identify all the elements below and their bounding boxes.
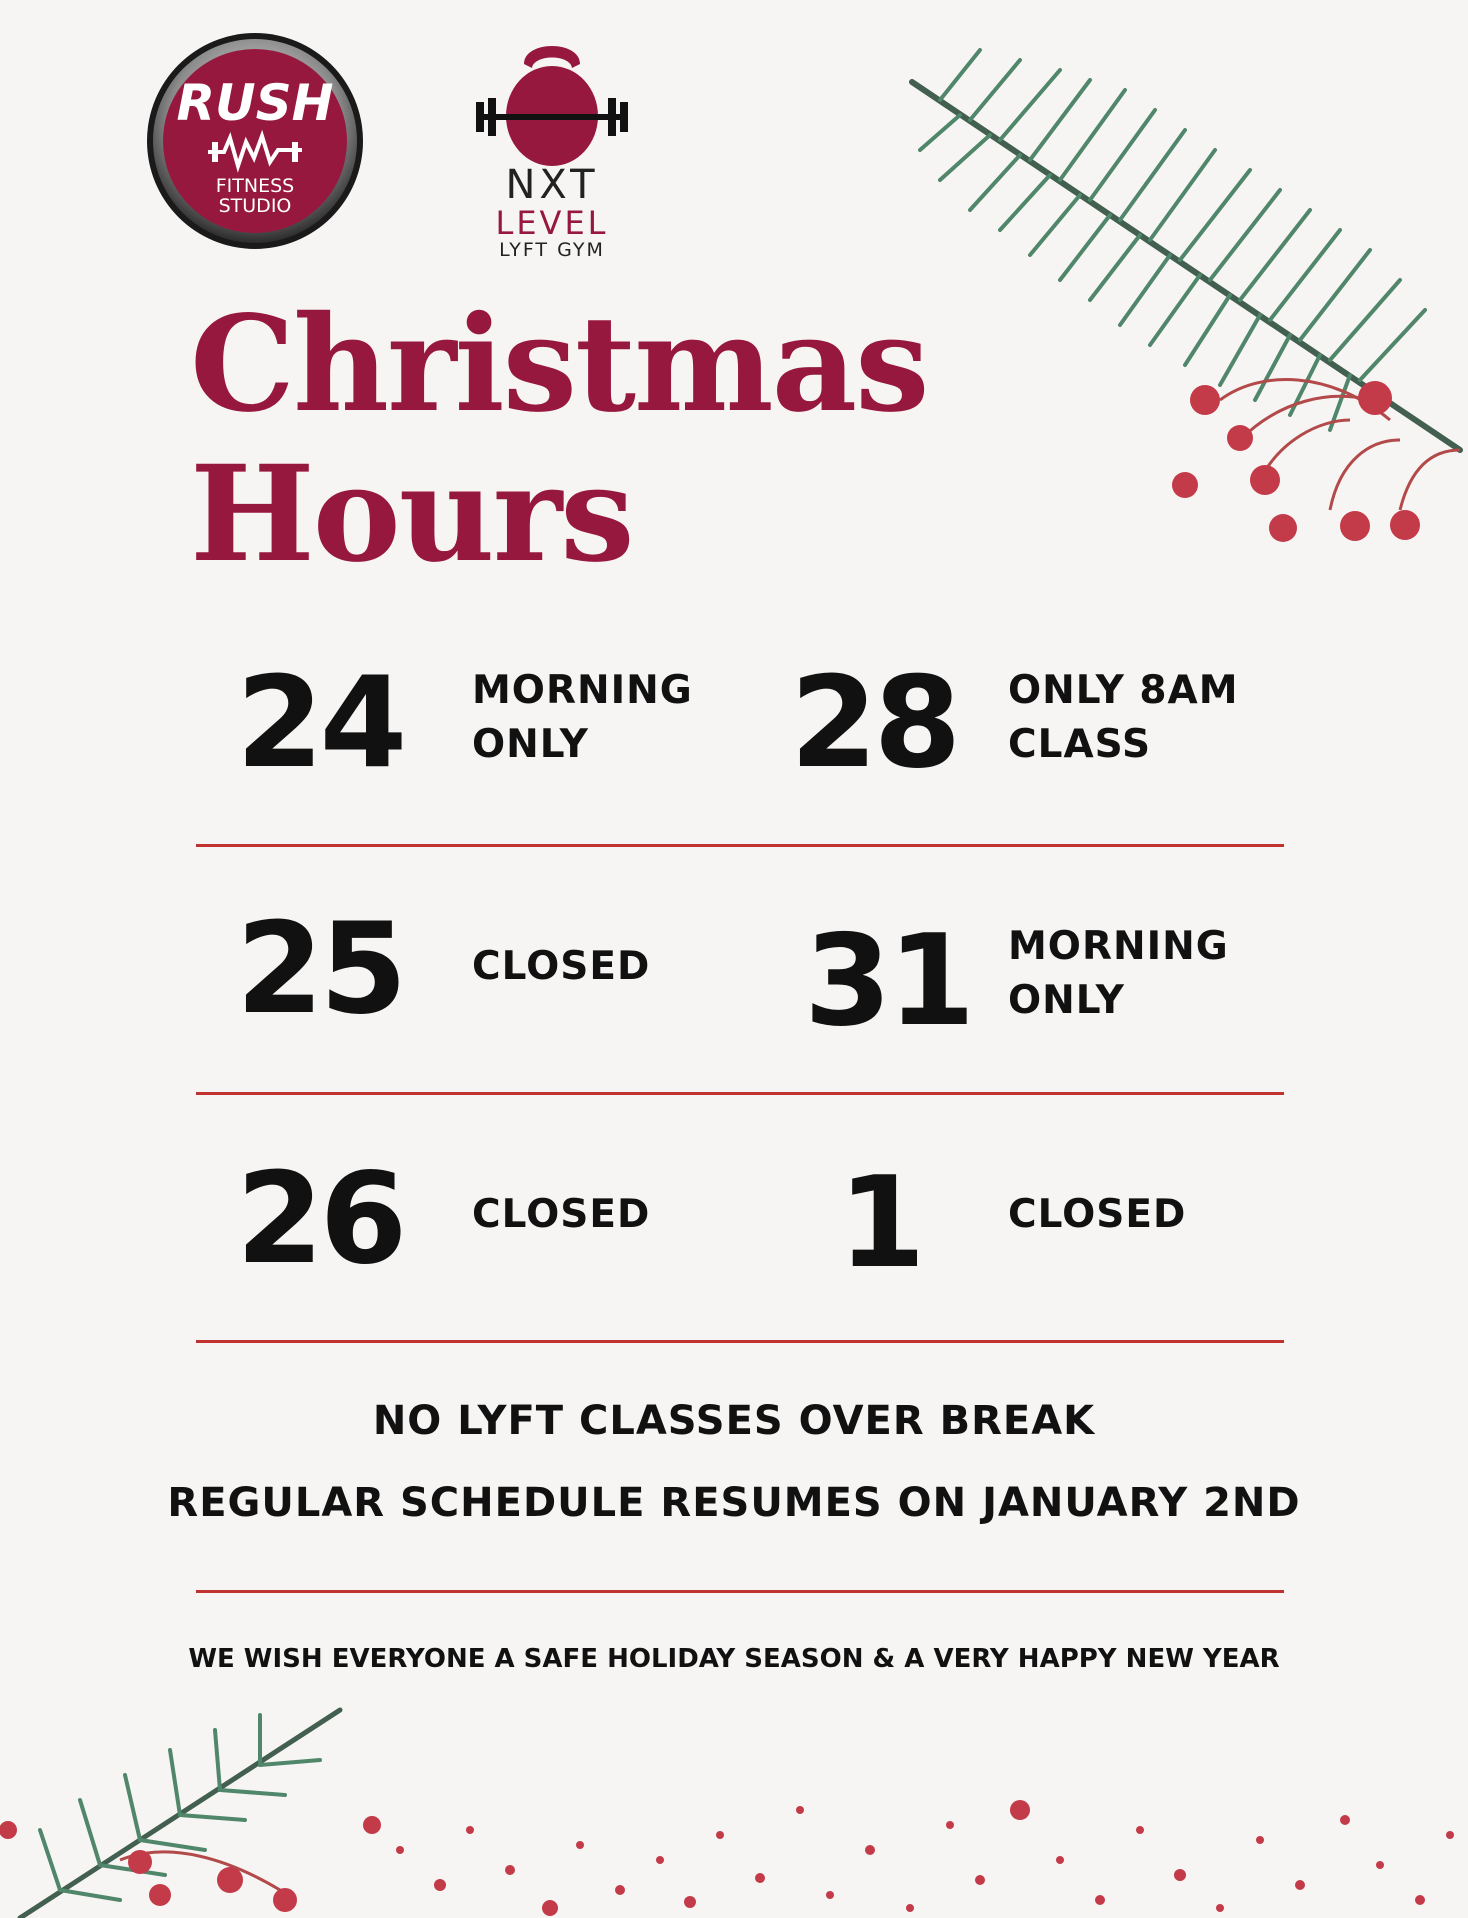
day-status-line-1: MORNING <box>1008 924 1229 969</box>
svg-text:NXT: NXT <box>505 162 599 208</box>
rush-fitness-logo <box>146 32 364 250</box>
day-number: 25 <box>236 895 404 1042</box>
day-number: 28 <box>790 649 958 796</box>
svg-text:RUSH: RUSH <box>176 74 334 132</box>
day-status-line-2: CLASS <box>1008 722 1152 767</box>
nxt-level-logo <box>474 30 630 258</box>
day-status <box>472 940 650 994</box>
title-line-2: Hours <box>190 437 633 592</box>
pine-branch-bottom-left <box>0 1690 360 1918</box>
confetti-dots <box>360 1790 1468 1918</box>
day-status <box>1008 920 1229 1028</box>
day-status-line-1: CLOSED <box>1008 1192 1187 1237</box>
day-status <box>1008 664 1239 772</box>
title-line-1: Christmas <box>190 287 928 442</box>
divider <box>196 1340 1284 1343</box>
pine-branch-top-right <box>900 40 1468 560</box>
day-number: 26 <box>236 1145 404 1292</box>
day-status <box>472 1188 650 1242</box>
divider <box>196 1092 1284 1095</box>
day-status-line-2: ONLY <box>1008 978 1125 1023</box>
day-status-line-1: CLOSED <box>472 1192 651 1237</box>
note-schedule-resumes: REGULAR SCHEDULE RESUMES ON JANUARY 2ND <box>167 1480 1301 1526</box>
divider <box>196 1590 1284 1593</box>
day-status-line-1: ONLY 8AM <box>1008 668 1239 713</box>
day-number: 31 <box>804 907 972 1054</box>
divider <box>196 844 1284 847</box>
holiday-wish: WE WISH EVERYONE A SAFE HOLIDAY SEASON & A VERY HAPPY NEW YEAR <box>188 1644 1280 1674</box>
svg-text:LYFT GYM: LYFT GYM <box>499 239 605 258</box>
page-title <box>190 287 928 592</box>
svg-text:STUDIO: STUDIO <box>218 195 292 217</box>
day-status <box>472 664 693 772</box>
svg-text:FITNESS: FITNESS <box>215 175 295 197</box>
day-status-line-2: ONLY <box>472 722 589 767</box>
day-number: 1 <box>838 1149 922 1296</box>
day-status <box>1008 1188 1186 1242</box>
svg-text:LEVEL: LEVEL <box>495 204 609 242</box>
day-status-line-1: CLOSED <box>472 944 651 989</box>
day-number: 24 <box>236 649 404 796</box>
day-status-line-1: MORNING <box>472 668 693 713</box>
note-no-classes: NO LYFT CLASSES OVER BREAK <box>372 1398 1096 1444</box>
